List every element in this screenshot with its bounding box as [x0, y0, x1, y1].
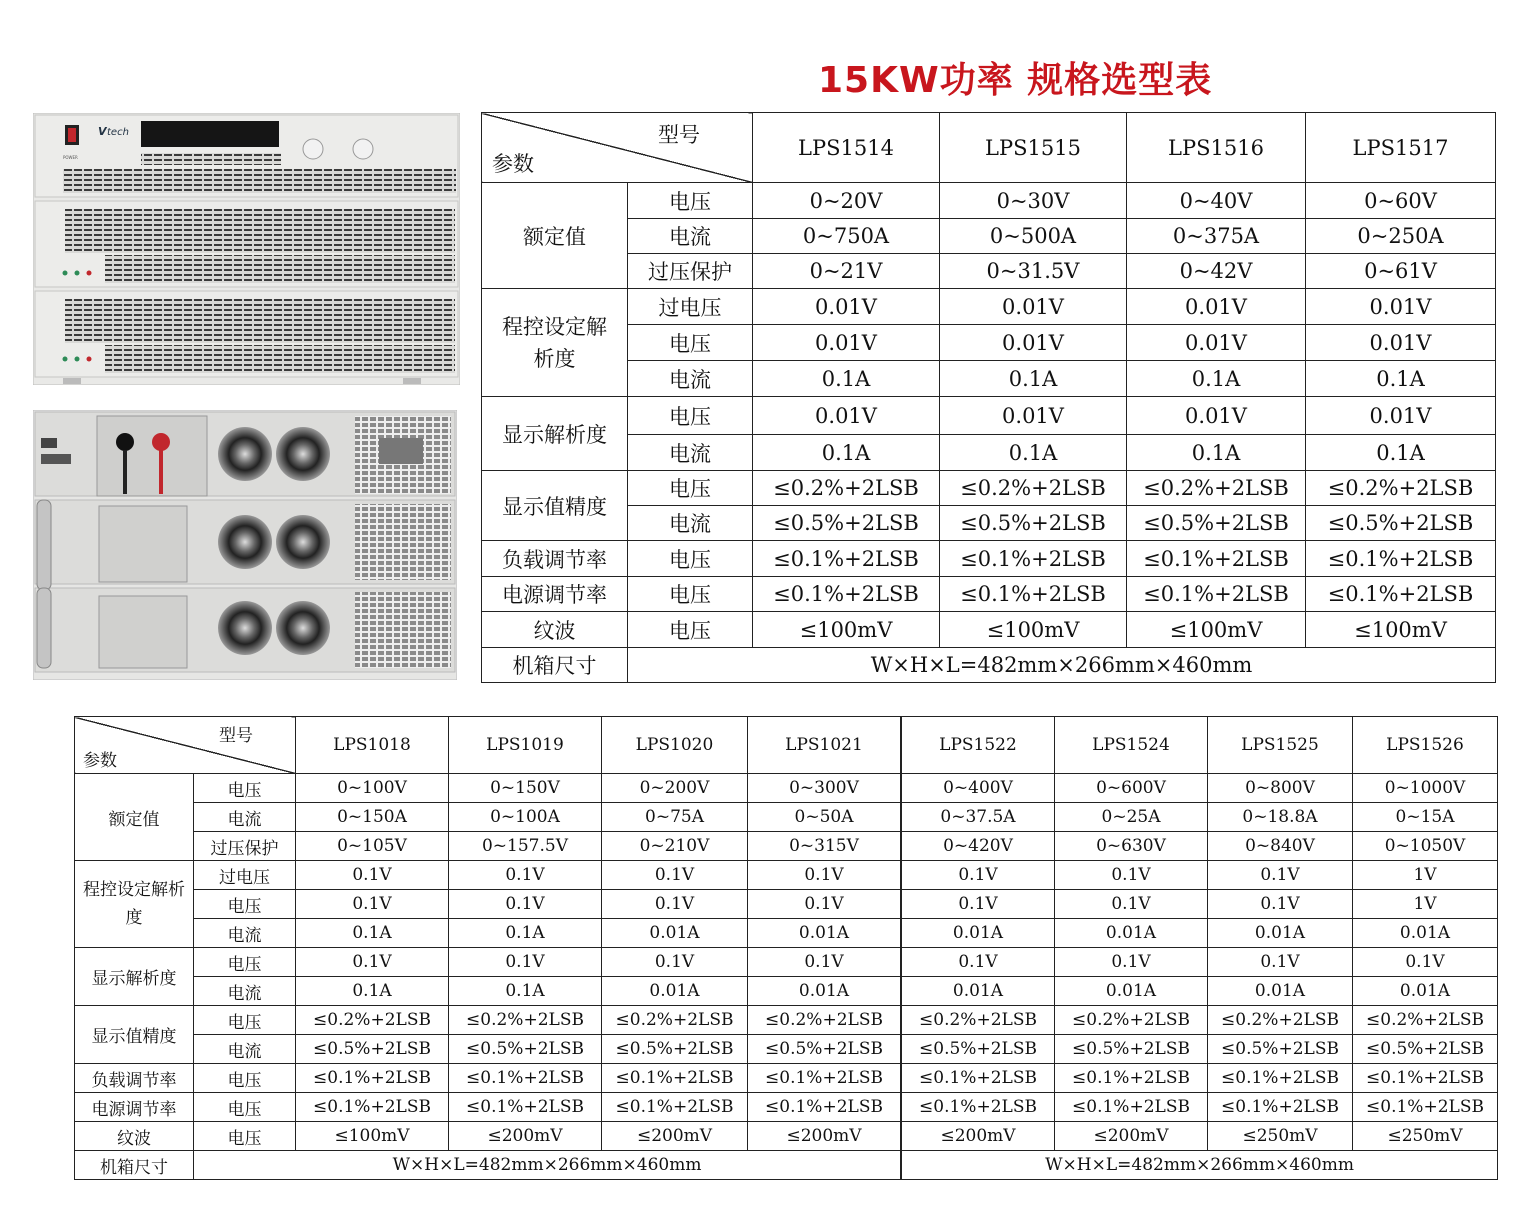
spec-cell: 0.1V	[449, 890, 602, 919]
sub-label: 电压	[194, 948, 296, 977]
spec-cell: 0.01V	[940, 289, 1127, 325]
group-label: 显示解析度	[482, 397, 628, 471]
chassis-cell: W×H×L=482mm×266mm×460mm	[194, 1151, 901, 1180]
spec-cell: 0.1A	[753, 361, 940, 397]
spec-cell: 0.1A	[1306, 435, 1496, 471]
spec-cell: 0.1V	[296, 890, 449, 919]
spec-cell: 0~30V	[940, 183, 1127, 219]
sub-label: 过电压	[194, 861, 296, 890]
group-label: 纹波	[75, 1122, 194, 1151]
spec-cell: ≤0.1%+2LSB	[296, 1093, 449, 1122]
spec-cell: 0.01A	[902, 977, 1055, 1006]
spec-cell: 0.01A	[602, 919, 748, 948]
spec-cell: 0.01A	[1353, 977, 1498, 1006]
spec-cell: ≤0.5%+2LSB	[602, 1035, 748, 1064]
spec-cell: ≤0.2%+2LSB	[753, 471, 940, 506]
spec-table-15kw-hv	[901, 716, 1498, 1180]
spec-cell: 0.01A	[602, 977, 748, 1006]
sub-label: 过电压	[628, 289, 753, 325]
spec-cell: 0.1V	[902, 861, 1055, 890]
sub-label: 电压	[194, 1093, 296, 1122]
spec-cell: 0~150V	[449, 774, 602, 803]
spec-cell: ≤0.1%+2LSB	[296, 1064, 449, 1093]
spec-cell: ≤0.5%+2LSB	[1306, 506, 1496, 541]
spec-cell: ≤0.1%+2LSB	[902, 1064, 1055, 1093]
spec-cell: 0~31.5V	[940, 254, 1127, 289]
spec-cell: ≤0.1%+2LSB	[1353, 1093, 1498, 1122]
sub-label: 电压	[194, 1006, 296, 1035]
spec-cell: 0~315V	[748, 832, 901, 861]
group-label: 显示值精度	[482, 471, 628, 541]
sub-label: 电流	[194, 1035, 296, 1064]
spec-cell: ≤200mV	[602, 1122, 748, 1151]
spec-cell: ≤100mV	[1127, 612, 1306, 648]
spec-cell: ≤0.5%+2LSB	[296, 1035, 449, 1064]
spec-cell: ≤0.1%+2LSB	[1055, 1093, 1208, 1122]
spec-cell: ≤0.1%+2LSB	[748, 1064, 901, 1093]
spec-cell: ≤0.1%+2LSB	[602, 1064, 748, 1093]
spec-cell: ≤0.1%+2LSB	[449, 1093, 602, 1122]
spec-cell: ≤0.2%+2LSB	[902, 1006, 1055, 1035]
sub-label: 电压	[194, 1064, 296, 1093]
spec-cell: 0~60V	[1306, 183, 1496, 219]
sub-label: 电压	[194, 890, 296, 919]
sub-label: 电压	[194, 774, 296, 803]
header-param-label: 参数	[83, 751, 117, 771]
spec-cell: ≤100mV	[753, 612, 940, 648]
group-label: 电源调节率	[75, 1093, 194, 1122]
group-label: 程控设定解析度	[482, 289, 628, 397]
front-power-label: POWER	[63, 155, 78, 160]
model-header: LPS1018	[296, 717, 449, 774]
spec-cell: 0.1V	[748, 948, 901, 977]
spec-cell: ≤0.2%+2LSB	[940, 471, 1127, 506]
sub-label: 过压保护	[628, 254, 753, 289]
group-label: 负载调节率	[75, 1064, 194, 1093]
model-header: LPS1019	[449, 717, 602, 774]
spec-cell: ≤0.5%+2LSB	[1055, 1035, 1208, 1064]
spec-cell: 0.01V	[1127, 397, 1306, 435]
svg-text:V: V	[98, 125, 107, 138]
spec-cell: 0.01A	[902, 919, 1055, 948]
spec-cell: ≤0.2%+2LSB	[1055, 1006, 1208, 1035]
spec-cell: 0.01A	[1055, 919, 1208, 948]
product-front-photo	[33, 113, 460, 385]
spec-cell: 0~25A	[1055, 803, 1208, 832]
spec-cell: 0~18.8A	[1208, 803, 1353, 832]
spec-cell: 0~200V	[602, 774, 748, 803]
spec-cell: 0~61V	[1306, 254, 1496, 289]
spec-cell: ≤100mV	[1306, 612, 1496, 648]
header-diagonal-cell	[482, 113, 753, 183]
spec-cell: ≤0.1%+2LSB	[1055, 1064, 1208, 1093]
spec-cell: 0.1V	[602, 861, 748, 890]
group-label: 显示解析度	[75, 948, 194, 1006]
sub-label: 电流	[628, 219, 753, 254]
spec-cell: 0~100V	[296, 774, 449, 803]
spec-cell: ≤0.1%+2LSB	[602, 1093, 748, 1122]
spec-cell: 0.01A	[748, 977, 901, 1006]
spec-cell: 0~42V	[1127, 254, 1306, 289]
spec-cell: 0.1A	[940, 435, 1127, 471]
spec-cell: 0.1A	[753, 435, 940, 471]
spec-cell: 0~40V	[1127, 183, 1306, 219]
front-logo: tech	[107, 127, 129, 138]
spec-cell: 0.1V	[1055, 890, 1208, 919]
sub-label: 电压	[194, 1122, 296, 1151]
sub-label: 过压保护	[194, 832, 296, 861]
spec-cell: 0.01A	[1353, 919, 1498, 948]
spec-cell: 0~1000V	[1353, 774, 1498, 803]
sub-label: 电流	[628, 506, 753, 541]
spec-cell: 0.1V	[1208, 861, 1353, 890]
spec-cell: 0~250A	[1306, 219, 1496, 254]
header-param-label: 参数	[492, 152, 534, 176]
spec-cell: 0~37.5A	[902, 803, 1055, 832]
spec-cell: 0~800V	[1208, 774, 1353, 803]
spec-cell: ≤0.1%+2LSB	[1306, 541, 1496, 577]
spec-cell: 0.01A	[1208, 977, 1353, 1006]
spec-cell: ≤0.2%+2LSB	[1208, 1006, 1353, 1035]
spec-cell: ≤200mV	[902, 1122, 1055, 1151]
group-label: 机箱尺寸	[75, 1151, 194, 1180]
spec-cell: 0.01V	[940, 397, 1127, 435]
sub-label: 电流	[194, 803, 296, 832]
spec-cell: 0.01V	[1306, 325, 1496, 361]
spec-cell: 0.1V	[748, 890, 901, 919]
spec-cell: ≤0.1%+2LSB	[748, 1093, 901, 1122]
spec-cell: ≤0.2%+2LSB	[449, 1006, 602, 1035]
spec-cell: ≤0.1%+2LSB	[1208, 1093, 1353, 1122]
spec-cell: ≤0.5%+2LSB	[748, 1035, 901, 1064]
header-model-label: 型号	[219, 726, 253, 746]
spec-cell: ≤100mV	[940, 612, 1127, 648]
spec-cell: ≤200mV	[449, 1122, 602, 1151]
spec-cell: 0.01V	[940, 325, 1127, 361]
sub-label: 电压	[628, 612, 753, 648]
spec-cell: ≤0.1%+2LSB	[1127, 577, 1306, 612]
model-header: LPS1524	[1055, 717, 1208, 774]
spec-cell: 0~21V	[753, 254, 940, 289]
spec-cell: ≤0.1%+2LSB	[753, 577, 940, 612]
spec-cell: 0.1V	[748, 861, 901, 890]
model-header: LPS1514	[753, 113, 940, 183]
spec-cell: 0.01A	[1055, 977, 1208, 1006]
page-title: 15KW功率 规格选型表	[818, 60, 1213, 101]
model-header: LPS1525	[1208, 717, 1353, 774]
spec-cell: ≤0.5%+2LSB	[940, 506, 1127, 541]
spec-cell: 0~15A	[1353, 803, 1498, 832]
spec-cell: 1V	[1353, 890, 1498, 919]
spec-cell: 0~75A	[602, 803, 748, 832]
model-header: LPS1517	[1306, 113, 1496, 183]
model-header: LPS1516	[1127, 113, 1306, 183]
spec-cell: 1V	[1353, 861, 1498, 890]
group-label: 程控设定解析度	[75, 861, 194, 948]
spec-cell: 0.01V	[1306, 397, 1496, 435]
spec-cell: 0.1V	[1353, 948, 1498, 977]
spec-cell: 0.01A	[1208, 919, 1353, 948]
spec-cell: 0~1050V	[1353, 832, 1498, 861]
spec-cell: ≤0.1%+2LSB	[902, 1093, 1055, 1122]
spec-cell: 0.1V	[1208, 948, 1353, 977]
group-label: 显示值精度	[75, 1006, 194, 1064]
spec-cell: 0.1V	[1055, 861, 1208, 890]
model-header: LPS1526	[1353, 717, 1498, 774]
spec-cell: ≤0.1%+2LSB	[449, 1064, 602, 1093]
spec-cell: 0.1V	[602, 948, 748, 977]
spec-cell: 0~420V	[902, 832, 1055, 861]
spec-cell: 0~500A	[940, 219, 1127, 254]
spec-cell: 0~210V	[602, 832, 748, 861]
spec-cell: 0.1A	[449, 977, 602, 1006]
spec-cell: ≤0.5%+2LSB	[753, 506, 940, 541]
spec-cell: 0.01V	[1127, 325, 1306, 361]
spec-cell: 0.1A	[296, 919, 449, 948]
header-model-label: 型号	[658, 123, 700, 147]
sub-label: 电压	[628, 397, 753, 435]
spec-cell: ≤200mV	[748, 1122, 901, 1151]
group-label: 纹波	[482, 612, 628, 648]
spec-cell: 0.1A	[296, 977, 449, 1006]
spec-cell: ≤0.2%+2LSB	[296, 1006, 449, 1035]
spec-cell: ≤0.2%+2LSB	[1127, 471, 1306, 506]
spec-cell: ≤0.5%+2LSB	[902, 1035, 1055, 1064]
spec-cell: 0~400V	[902, 774, 1055, 803]
spec-cell: 0.1V	[1208, 890, 1353, 919]
spec-cell: 0.01V	[753, 397, 940, 435]
spec-cell: 0.1V	[602, 890, 748, 919]
model-header: LPS1020	[602, 717, 748, 774]
spec-cell: ≤0.1%+2LSB	[1353, 1064, 1498, 1093]
spec-cell: 0.1A	[940, 361, 1127, 397]
spec-table-10kw	[74, 716, 901, 1180]
spec-cell: 0~840V	[1208, 832, 1353, 861]
spec-cell: 0~630V	[1055, 832, 1208, 861]
header-diagonal-cell	[75, 717, 296, 774]
spec-cell: ≤0.5%+2LSB	[449, 1035, 602, 1064]
sub-label: 电流	[628, 435, 753, 471]
product-rear-photo	[33, 410, 457, 680]
spec-cell: ≤0.2%+2LSB	[1306, 471, 1496, 506]
spec-cell: ≤100mV	[296, 1122, 449, 1151]
model-header: LPS1522	[902, 717, 1055, 774]
spec-cell: 0.01A	[748, 919, 901, 948]
spec-cell: 0.1A	[1127, 361, 1306, 397]
sub-label: 电流	[194, 977, 296, 1006]
spec-cell: 0.1A	[449, 919, 602, 948]
spec-cell: 0.1V	[902, 890, 1055, 919]
model-header: LPS1515	[940, 113, 1127, 183]
spec-table-15kw	[481, 112, 1496, 683]
group-label: 电源调节率	[482, 577, 628, 612]
spec-cell: 0~100A	[449, 803, 602, 832]
spec-cell: 0~150A	[296, 803, 449, 832]
spec-cell: 0.1V	[902, 948, 1055, 977]
spec-cell: ≤0.2%+2LSB	[602, 1006, 748, 1035]
spec-cell: 0~375A	[1127, 219, 1306, 254]
group-label: 机箱尺寸	[482, 648, 628, 683]
spec-cell: 0.1V	[296, 948, 449, 977]
spec-cell: ≤0.2%+2LSB	[748, 1006, 901, 1035]
spec-cell: 0~20V	[753, 183, 940, 219]
spec-cell: 0.01V	[753, 289, 940, 325]
spec-cell: 0.1V	[449, 861, 602, 890]
spec-cell: 0.1V	[449, 948, 602, 977]
sub-label: 电流	[194, 919, 296, 948]
spec-cell: 0~750A	[753, 219, 940, 254]
chassis-cell: W×H×L=482mm×266mm×460mm	[902, 1151, 1498, 1180]
spec-cell: 0~157.5V	[449, 832, 602, 861]
sub-label: 电流	[628, 361, 753, 397]
spec-cell: ≤250mV	[1208, 1122, 1353, 1151]
spec-cell: 0.01V	[1127, 289, 1306, 325]
spec-cell: 0~105V	[296, 832, 449, 861]
spec-cell: 0.01V	[1306, 289, 1496, 325]
spec-cell: 0.1A	[1306, 361, 1496, 397]
spec-cell: ≤0.5%+2LSB	[1127, 506, 1306, 541]
group-label: 负载调节率	[482, 541, 628, 577]
sub-label: 电压	[628, 471, 753, 506]
group-label: 额定值	[482, 183, 628, 289]
spec-cell: 0~50A	[748, 803, 901, 832]
spec-cell: ≤0.2%+2LSB	[1353, 1006, 1498, 1035]
spec-cell: 0.1V	[1055, 948, 1208, 977]
spec-cell: ≤0.5%+2LSB	[1353, 1035, 1498, 1064]
spec-cell: 0~300V	[748, 774, 901, 803]
model-header: LPS1021	[748, 717, 901, 774]
sub-label: 电压	[628, 183, 753, 219]
spec-cell: 0.1A	[1127, 435, 1306, 471]
spec-cell: ≤0.5%+2LSB	[1208, 1035, 1353, 1064]
spec-cell: ≤0.1%+2LSB	[1127, 541, 1306, 577]
spec-cell: 0.1V	[296, 861, 449, 890]
spec-cell: ≤0.1%+2LSB	[940, 577, 1127, 612]
sub-label: 电压	[628, 577, 753, 612]
spec-cell: 0.01V	[753, 325, 940, 361]
spec-cell: ≤0.1%+2LSB	[1208, 1064, 1353, 1093]
spec-cell: ≤250mV	[1353, 1122, 1498, 1151]
spec-cell: ≤200mV	[1055, 1122, 1208, 1151]
spec-cell: ≤0.1%+2LSB	[1306, 577, 1496, 612]
chassis-cell: W×H×L=482mm×266mm×460mm	[628, 648, 1496, 683]
spec-cell: 0~600V	[1055, 774, 1208, 803]
group-label: 额定值	[75, 774, 194, 861]
spec-cell: ≤0.1%+2LSB	[940, 541, 1127, 577]
spec-cell: ≤0.1%+2LSB	[753, 541, 940, 577]
sub-label: 电压	[628, 325, 753, 361]
sub-label: 电压	[628, 541, 753, 577]
